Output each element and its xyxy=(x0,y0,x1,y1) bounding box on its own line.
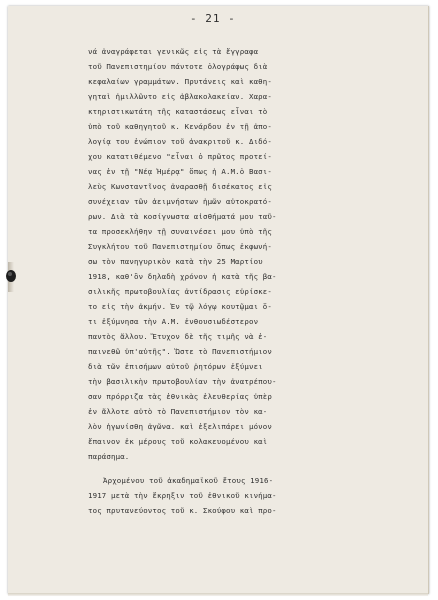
text-line: σω τὸν πανηγυρικὸν κατὰ τὴν 25 Μαρτίου xyxy=(88,257,263,266)
text-line: γηταὶ ἡμιλλῶντο εἰς ἀβλακολακείαν. Χαρα- xyxy=(88,92,272,101)
text-line: νας ἐν τῇ "Νέᾳ Ἡμέρᾳ" ὅπως ἡ Α.Μ.ὁ Βασι- xyxy=(88,167,272,176)
text-line: τι ἐξύμνησα τὴν Α.Μ. ἐνθουσιωδέστερον xyxy=(88,317,259,326)
text-line: νά ἀναγράφεται γενικῶς εἰς τὰ ἔγγραφα xyxy=(88,47,259,56)
text-line: ἐν ἄλλοτε αὐτὸ τὸ Πανεπιστήμιον τὸν κα- xyxy=(88,407,268,416)
text-line: ὑπὸ τοῦ καθηγητοῦ κ. Κενάρδου ἐν τῇ ἀπο- xyxy=(88,122,272,131)
text-line: λογίᾳ του ἐνώπιον τοῦ ἀνακριτοῦ κ. Διδό- xyxy=(88,137,272,146)
page-edge-shadow xyxy=(8,593,428,596)
text-line: ρων. Διὰ τὰ κοσίγνωστα αἰσθήματά μου ταῦ- xyxy=(88,212,277,221)
text-line: τὴν βασιλικὴν πρωτοβουλίαν τὴν ἀνατρέπου- xyxy=(88,377,277,386)
text-line: το εἰς τὴν ἀκμήν. Ἐν τῷ λόγῳ κουτῷμαι ὅ- xyxy=(88,302,272,311)
text-line: 1917 μετὰ τὴν ἔκρηξιν τοῦ ἐθνικοῦ κινήμα- xyxy=(88,491,277,500)
text-line: παντὸς ἄλλου. Ἔτυχον δὲ τῆς τιμῆς νὰ ἐ- xyxy=(88,332,268,341)
text-line: διὰ τῶν ἐπισήμων αὐτοῦ ῥητόρων ἐξύμνει xyxy=(88,362,263,371)
text-line: λεὺς Κωνσταντῖνος ἀναρασθῇ δισέκατος εἰς xyxy=(88,182,272,191)
text-line: κτηριστικωτάτη τῆς καταστάσεως εἶναι τὸ xyxy=(88,107,268,116)
text-line: συνέχειαν τῶν ἀειμνήστων ἡμῶν αὐτοκρατό- xyxy=(88,197,272,206)
text-line: χου κατατιθέμενο "εἶναι ὁ πρῶτος προτεί- xyxy=(88,152,272,161)
text-line: τος πρυτανεύοντος τοῦ κ. Σκούφου καὶ προ- xyxy=(88,506,277,515)
text-line: Συγκλήτου τοῦ Πανεπιστημίου ὅπως ἐκφωνή- xyxy=(88,242,272,251)
text-line: παράσημα. xyxy=(88,452,130,461)
text-line: τα προσεκλήθην τῇ συναινέσει μου ὑπὸ τῆς xyxy=(88,227,272,236)
text-line: 1918, καθ'ὃν δηλαδὴ χρόνον ἡ κατὰ τῆς βα- xyxy=(88,272,277,281)
punch-hole xyxy=(6,270,16,282)
text-line: λὸν ἠγωνίσθη ἀγῶνα. καὶ ἐξελιπάρει μόνον xyxy=(88,422,272,431)
text-line: παινεθῶ ὑπ'αὐτῆς". Ὥστε τὸ Πανεπιστήμιον xyxy=(88,347,272,356)
text-line: σαν πρόρριζα τὰς ἐθνικὰς ἐλευθερίας ὑπὲρ xyxy=(88,392,272,401)
text-line: κεφαλαίων γραμμάτων. Πρυτάνεις καὶ καθη- xyxy=(88,77,272,86)
text-line: ἔπαινον ἐκ μέρους τοῦ κολακευομένου καὶ xyxy=(88,437,268,446)
page-number: - 21 - xyxy=(190,12,236,25)
text-line: Ἀρχομένου τοῦ ἀκαδημαϊκοῦ ἔτους 1916- xyxy=(103,476,274,485)
text-line: σιλικῆς πρωτοβουλίας ἀντίδρασις εὑρίσκε- xyxy=(88,287,272,296)
text-line: τοῦ Πανεπιστημίου πάντοτε ὁλογράφως διὰ xyxy=(88,62,268,71)
